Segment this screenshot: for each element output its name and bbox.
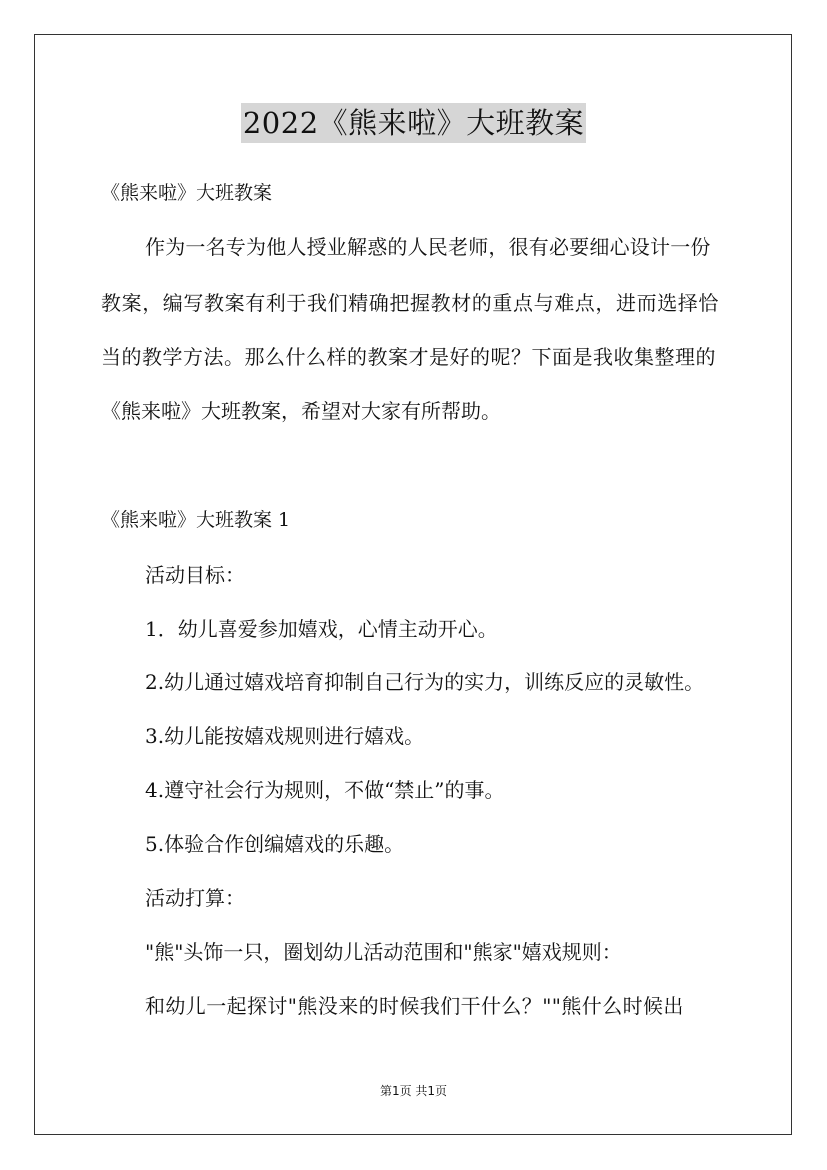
intro-line-2: 教案，编写教案有利于我们精确把握教材的重点与难点，进而选择恰 <box>101 291 719 315</box>
prep-item-2: 和幼儿一起探讨"熊没来的时候我们干什么？""熊什么时候出 <box>145 994 684 1018</box>
title-container <box>0 103 827 143</box>
section-heading: 《熊来啦》大班教案 1 <box>101 509 291 531</box>
document-title: 2022《熊来啦》大班教案 <box>241 103 586 143</box>
intro-line-1: 作为一名专为他人授业解惑的人民老师，很有必要细心设计一份 <box>145 235 711 259</box>
goal-item-3: 3.幼儿能按嬉戏规则进行嬉戏。 <box>145 724 425 748</box>
goal-item-4: 4.遵守社会行为规则，不做“禁止”的事。 <box>145 778 505 802</box>
goal-item-2: 2.幼儿通过嬉戏培育抑制自己行为的实力，训练反应的灵敏性。 <box>145 670 705 694</box>
intro-line-4: 《熊来啦》大班教案，希望对大家有所帮助。 <box>101 399 501 423</box>
intro-line-3: 当的教学方法。那么什么样的教案才是好的呢？下面是我收集整理的 <box>101 345 716 369</box>
goal-item-1: 1．幼儿喜爱参加嬉戏，心情主动开心。 <box>145 617 498 641</box>
prep-item-1: "熊"头饰一只，圈划幼儿活动范围和"熊家"嬉戏规则： <box>145 940 622 964</box>
activity-prep-heading: 活动打算： <box>145 886 245 910</box>
document-subtitle: 《熊来啦》大班教案 <box>101 182 273 204</box>
page-footer: 第1页 共1页 <box>379 1084 448 1098</box>
goal-item-5: 5.体验合作创编嬉戏的乐趣。 <box>145 832 405 856</box>
activity-goals-heading: 活动目标： <box>145 563 245 587</box>
